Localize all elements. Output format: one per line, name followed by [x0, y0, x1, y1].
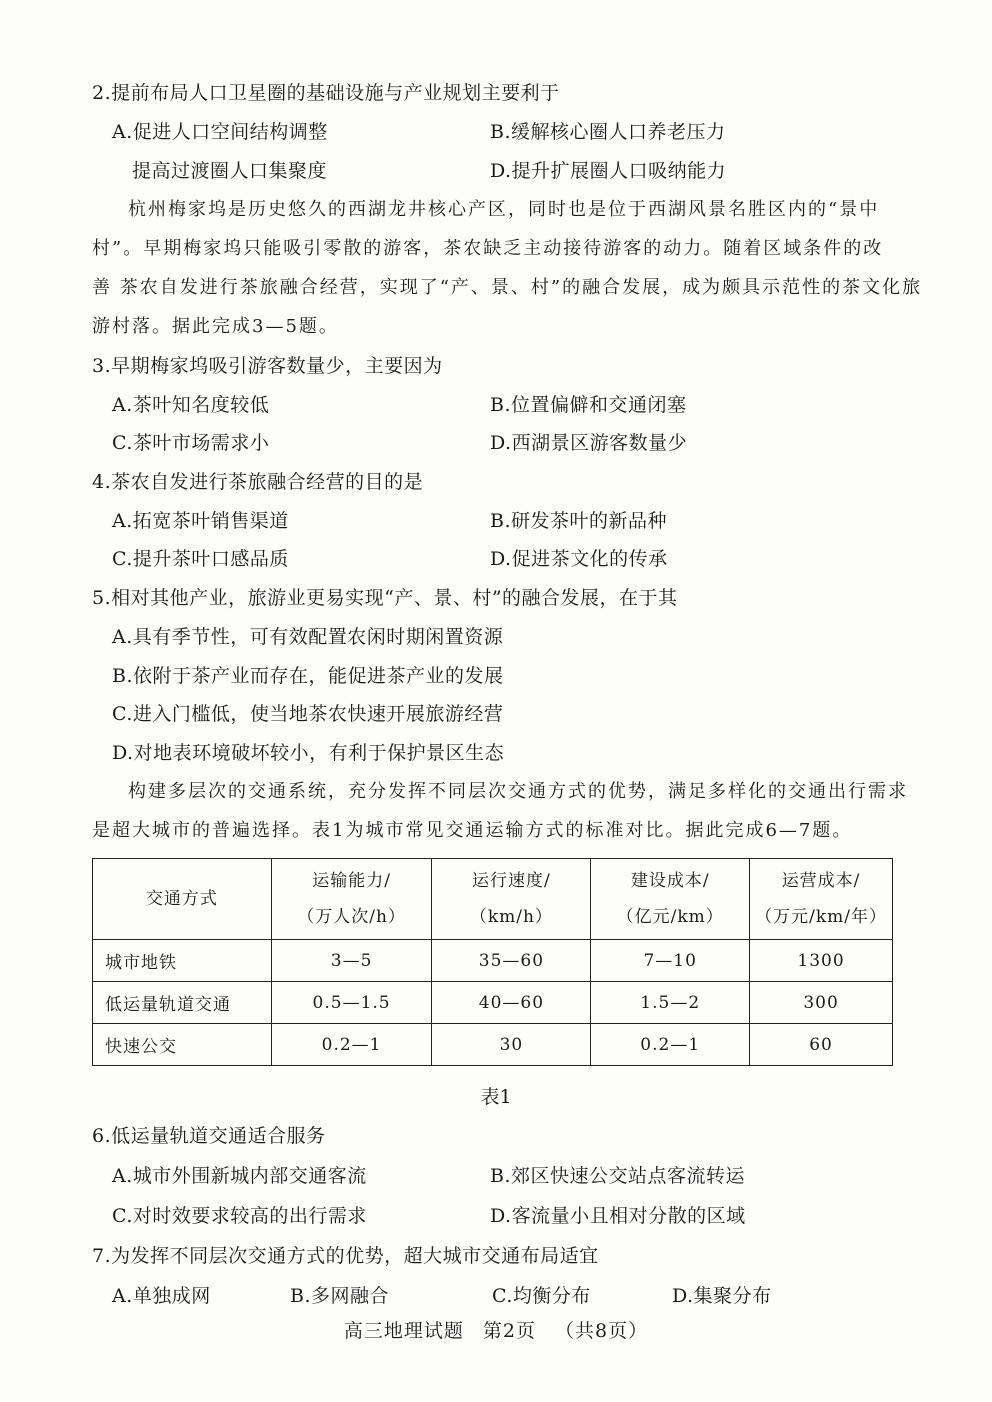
- header-text: 交通方式: [145, 889, 218, 909]
- question-6-option-d: D.客流量小且相对分散的区域: [490, 1205, 746, 1227]
- table-row: [93, 1024, 893, 1066]
- table-cell: 0.2—1: [271, 1024, 432, 1066]
- header-text: 运输能力/: [312, 871, 391, 891]
- question-5-stem: 5.相对其他产业，旅游业更易实现“产、景、村”的融合发展，在于其: [92, 587, 678, 609]
- question-3-stem: 3.早期梅家坞吸引游客数量少，主要因为: [92, 355, 443, 377]
- header-text: 运行速度/: [472, 871, 551, 891]
- table-cell: 35—60: [432, 940, 591, 982]
- passage-1-line-4: 游村落。据此完成3—5题。: [92, 316, 339, 337]
- table-row: [93, 940, 893, 982]
- question-3-option-c: C.茶叶市场需求小: [112, 432, 270, 454]
- question-6-option-b: B.郊区快速公交站点客流转运: [490, 1165, 746, 1187]
- question-4-option-d: D.促进茶文化的传承: [490, 548, 668, 570]
- table-cell: 城市地铁: [93, 940, 272, 982]
- question-7-option-a: A.单独成网: [112, 1285, 211, 1307]
- table-header-row: [93, 859, 893, 940]
- header-text: 建设成本/: [630, 871, 710, 891]
- question-3-option-b: B.位置偏僻和交通闭塞: [490, 394, 687, 416]
- question-5-option-c: C.进入门槛低，使当地茶农快速开展旅游经营: [112, 703, 504, 725]
- table-cell: 30: [432, 1024, 591, 1066]
- header-unit: （km/h）: [469, 907, 553, 927]
- table-row: [93, 982, 893, 1024]
- table-cell: 1.5—2: [591, 982, 750, 1024]
- question-2-option-c: 提高过渡圈人口集聚度: [132, 160, 328, 182]
- header-text: 运营成本/: [781, 871, 861, 891]
- question-7-stem: 7.为发挥不同层次交通方式的优势，超大城市交通布局适宜: [92, 1245, 599, 1267]
- question-2-stem: 2.提前布局人口卫星圈的基础设施与产业规划主要利于: [92, 82, 560, 104]
- header-unit: （万元/km/年）: [755, 907, 887, 927]
- question-5-option-a: A.具有季节性，可有效配置农闲时期闲置资源: [112, 626, 504, 648]
- passage-2-line-1: 构建多层次的交通系统，充分发挥不同层次交通方式的优势，满足多样化的交通出行需求: [128, 781, 908, 802]
- table-cell: 3—5: [271, 940, 432, 982]
- question-7-option-b: B.多网融合: [290, 1285, 390, 1307]
- transport-comparison-table: [92, 858, 893, 1066]
- question-4-option-a: A.拓宽茶叶销售渠道: [112, 510, 289, 532]
- question-4-option-c: C.提升茶叶口感品质: [112, 548, 289, 570]
- table-header-cell: [591, 859, 750, 940]
- question-2-option-d: D.提升扩展圈人口吸纳能力: [490, 160, 727, 182]
- question-6-option-c: C.对时效要求较高的出行需求: [112, 1205, 367, 1227]
- header-unit: （亿元/km）: [616, 907, 724, 927]
- table-cell: 300: [750, 982, 893, 1024]
- question-2-option-a: A.促进人口空间结构调整: [112, 121, 328, 143]
- passage-1-line-3: 善 茶农自发进行茶旅融合经营，实现了“产、景、村”的融合发展，成为颇具示范性的茶文化旅: [92, 277, 923, 298]
- header-unit: （万人次/h）: [297, 907, 406, 927]
- footer-title: 高三地理试题: [343, 1320, 464, 1342]
- table-header-cell: [271, 859, 432, 940]
- table-cell: 快速公交: [93, 1024, 272, 1066]
- table-caption: 表1: [480, 1086, 512, 1108]
- table-header-cell: [750, 859, 893, 940]
- page-footer: [0, 1316, 992, 1343]
- question-5-option-b: B.依附于茶产业而存在，能促进茶产业的发展: [112, 665, 504, 687]
- footer-page-number: 第2页: [482, 1320, 536, 1342]
- question-6-option-a: A.城市外围新城内部交通客流: [112, 1165, 367, 1187]
- table-cell: 40—60: [432, 982, 591, 1024]
- passage-2-line-2: 是超大城市的普遍选择。表1为城市常见交通运输方式的标准对比。据此完成6—7题。: [92, 820, 853, 841]
- question-2-option-b: B.缓解核心圈人口养老压力: [490, 121, 726, 143]
- question-4-stem: 4.茶农自发进行茶旅融合经营的目的是: [92, 471, 424, 493]
- table-header-cell: [93, 859, 272, 940]
- table-cell: 1300: [750, 940, 893, 982]
- table-cell: 60: [750, 1024, 893, 1066]
- question-7-option-d: D.集聚分布: [672, 1285, 772, 1307]
- question-3-option-d: D.西湖景区游客数量少: [490, 432, 688, 454]
- table-cell: 低运量轨道交通: [93, 982, 272, 1024]
- question-7-option-c: C.均衡分布: [492, 1285, 591, 1307]
- footer-total-pages: （共8页）: [555, 1320, 649, 1342]
- table-cell: 0.5—1.5: [271, 982, 432, 1024]
- table-cell: 7—10: [591, 940, 750, 982]
- question-6-stem: 6.低运量轨道交通适合服务: [92, 1125, 326, 1147]
- table-cell: 0.2—1: [591, 1024, 750, 1066]
- question-4-option-b: B.研发茶叶的新品种: [490, 510, 668, 532]
- passage-1-line-1: 杭州梅家坞是历史悠久的西湖龙井核心产区，同时也是位于西湖风景名胜区内的“景中: [128, 199, 880, 220]
- question-5-option-d: D.对地表环境破坏较小，有利于保护景区生态: [112, 742, 505, 764]
- passage-1-line-2: 村”。早期梅家坞只能吸引零散的游客，茶农缺乏主动接待游客的动力。随着区域条件的改: [92, 238, 884, 259]
- question-3-option-a: A.茶叶知名度较低: [112, 394, 270, 416]
- table-header-cell: [432, 859, 591, 940]
